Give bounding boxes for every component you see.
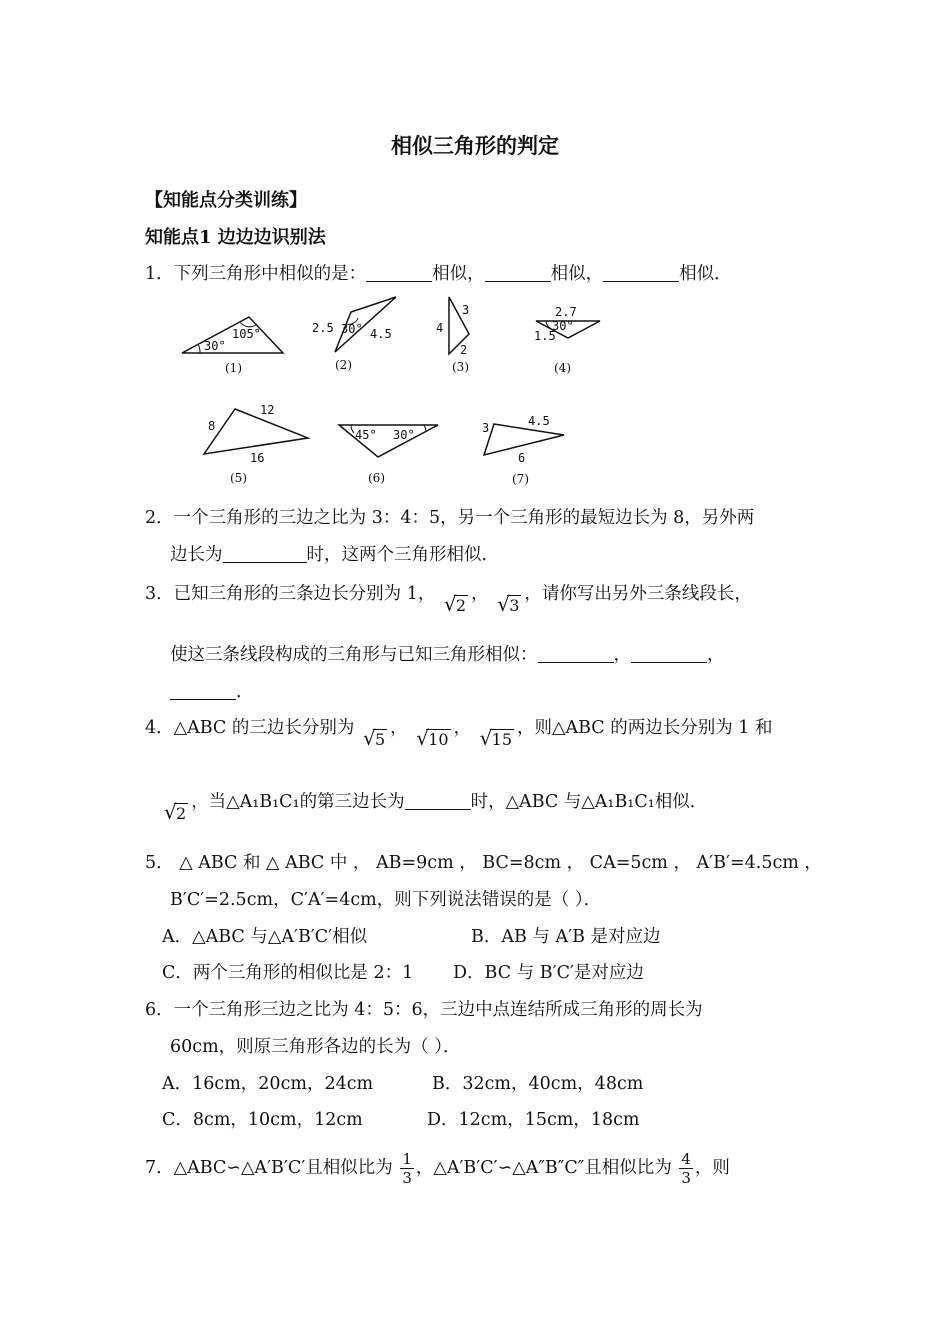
question-3-line-3: ． bbox=[170, 680, 254, 704]
q5-option-d[interactable]: D．BC 与 B′C′是对应边 bbox=[453, 963, 644, 983]
svg-text:2: 2 bbox=[460, 343, 468, 357]
svg-text:3: 3 bbox=[462, 303, 470, 317]
svg-text:1.5: 1.5 bbox=[534, 329, 556, 343]
fraction-four-thirds: $\frac{4}{3}$ bbox=[681, 1150, 691, 1187]
svg-text:12: 12 bbox=[260, 403, 275, 417]
svg-text:4.5: 4.5 bbox=[528, 414, 550, 428]
q1-blank-2[interactable] bbox=[485, 263, 551, 282]
q3-blank-3[interactable] bbox=[170, 681, 236, 700]
question-6-line-2: 60cm，则原三角形各边的长为（ ）． bbox=[170, 1037, 461, 1057]
q1-blank-3[interactable] bbox=[603, 263, 679, 282]
q1-blank-1[interactable] bbox=[366, 263, 432, 282]
question-3-line-2: 使这三条线段构成的三角形与已知三角形相似： ， ， bbox=[170, 645, 725, 665]
q4-blank[interactable] bbox=[405, 791, 471, 810]
question-7: 7．△ABC∽△A′B′C′且相似比为 $\frac{1}{3}$ ，△A′B′C′∽△A″B″C″且相似比为 $\frac{4}{3}$ ，则 bbox=[145, 1150, 730, 1187]
fraction-one-third: $\frac{1}{3}$ bbox=[402, 1150, 412, 1187]
question-5-line-1: 5． △ ABC 和 △ ABC 中 ， AB=9cm ， BC=8cm ， CA=5cm ， A′B′=4.5cm ， bbox=[145, 853, 822, 873]
question-5-line-2: B′C′=2.5cm，C′A′=4cm，则下列说法错误的是（ ）． bbox=[170, 890, 602, 910]
svg-text:(6): (6) bbox=[368, 471, 385, 485]
q5-option-b[interactable]: B．AB 与 A′B 是对应边 bbox=[471, 927, 661, 947]
q2-blank[interactable] bbox=[223, 544, 307, 563]
triangle-5 bbox=[204, 403, 308, 485]
svg-text:(3): (3) bbox=[452, 360, 469, 374]
svg-text:30°: 30° bbox=[393, 428, 415, 442]
section-heading: 【知能点分类训练】 bbox=[145, 190, 307, 211]
triangle-1 bbox=[182, 317, 283, 375]
svg-text:(1): (1) bbox=[225, 361, 242, 375]
triangle-7 bbox=[482, 414, 564, 486]
svg-text:8: 8 bbox=[208, 419, 216, 433]
svg-text:(4): (4) bbox=[554, 361, 571, 375]
svg-text:16: 16 bbox=[250, 451, 265, 465]
q5-option-c[interactable]: C．两个三角形的相似比是 2：1 bbox=[162, 963, 414, 983]
q6-option-b[interactable]: B．32cm，40cm，48cm bbox=[432, 1074, 644, 1094]
svg-text:30°: 30° bbox=[204, 339, 226, 353]
svg-text:(5): (5) bbox=[230, 471, 247, 485]
svg-text:4.5: 4.5 bbox=[370, 327, 392, 341]
q6-option-a[interactable]: A．16cm，20cm，24cm bbox=[162, 1074, 374, 1094]
svg-text:3: 3 bbox=[482, 421, 490, 435]
triangle-4 bbox=[534, 305, 600, 375]
question-4-line-2: √ 2，当△A₁B₁C₁的第三边长为 时，△ABC 与△A₁B₁C₁相似． bbox=[164, 792, 708, 824]
question-4-line-1: 4．△ABC 的三边长分别为 √ 5， √ 10， √ 15，则△ABC 的两边长分别为 1 和 bbox=[145, 718, 773, 750]
triangle-2 bbox=[312, 297, 396, 372]
svg-text:(7): (7) bbox=[512, 472, 529, 486]
sqrt-5: √ 5 bbox=[362, 726, 386, 750]
svg-text:30°: 30° bbox=[341, 322, 363, 336]
q3-blank-1[interactable] bbox=[538, 644, 614, 663]
svg-text:2.7: 2.7 bbox=[555, 305, 577, 319]
question-1: 1．下列三角形中相似的是： 相似， 相似， 相似． bbox=[145, 264, 732, 284]
sqrt-10: √ 10 bbox=[416, 726, 449, 750]
svg-text:2.5: 2.5 bbox=[312, 321, 334, 335]
q6-option-d[interactable]: D．12cm，15cm，18cm bbox=[427, 1110, 640, 1130]
svg-text:(2): (2) bbox=[335, 358, 352, 372]
question-2-line-2: 边长为 时，这两个三角形相似． bbox=[170, 545, 499, 565]
svg-text:6: 6 bbox=[518, 451, 526, 465]
sqrt-15: √ 15 bbox=[479, 726, 513, 750]
q1-text: 1．下列三角形中相似的是： bbox=[145, 264, 367, 284]
svg-text:105°: 105° bbox=[232, 327, 261, 341]
sqrt-2: √ 2 bbox=[443, 592, 467, 616]
triangle-3 bbox=[436, 297, 469, 374]
svg-text:45°: 45° bbox=[355, 428, 377, 442]
sqrt-2-q4: √ 2 bbox=[164, 800, 187, 824]
triangle-6 bbox=[339, 425, 438, 485]
sqrt-3: √ 3 bbox=[497, 592, 520, 616]
question-3-line-1: 3．已知三角形的三条边长分别为 1， √ 2， √ 3，请你写出另外三条线段长， bbox=[145, 584, 752, 616]
q3-blank-2[interactable] bbox=[631, 644, 707, 663]
svg-text:4: 4 bbox=[436, 321, 444, 335]
q6-option-c[interactable]: C．8cm，10cm，12cm bbox=[162, 1110, 363, 1130]
page-title: 相似三角形的判定 bbox=[391, 133, 559, 158]
question-6-line-1: 6．一个三角形三边之比为 4：5：6，三边中点连结所成三角形的周长为 bbox=[145, 1000, 703, 1020]
svg-text:30°: 30° bbox=[552, 319, 574, 333]
triangle-figures bbox=[170, 292, 620, 492]
q5-option-a[interactable]: A．△ABC 与△A′B′C′相似 bbox=[162, 927, 368, 947]
subsection-heading: 知能点1 边边边识别法 bbox=[145, 227, 326, 248]
question-2-line-1: 2．一个三角形的三边之比为 3：4：5，另一个三角形的最短边长为 8，另外两 bbox=[145, 508, 755, 528]
